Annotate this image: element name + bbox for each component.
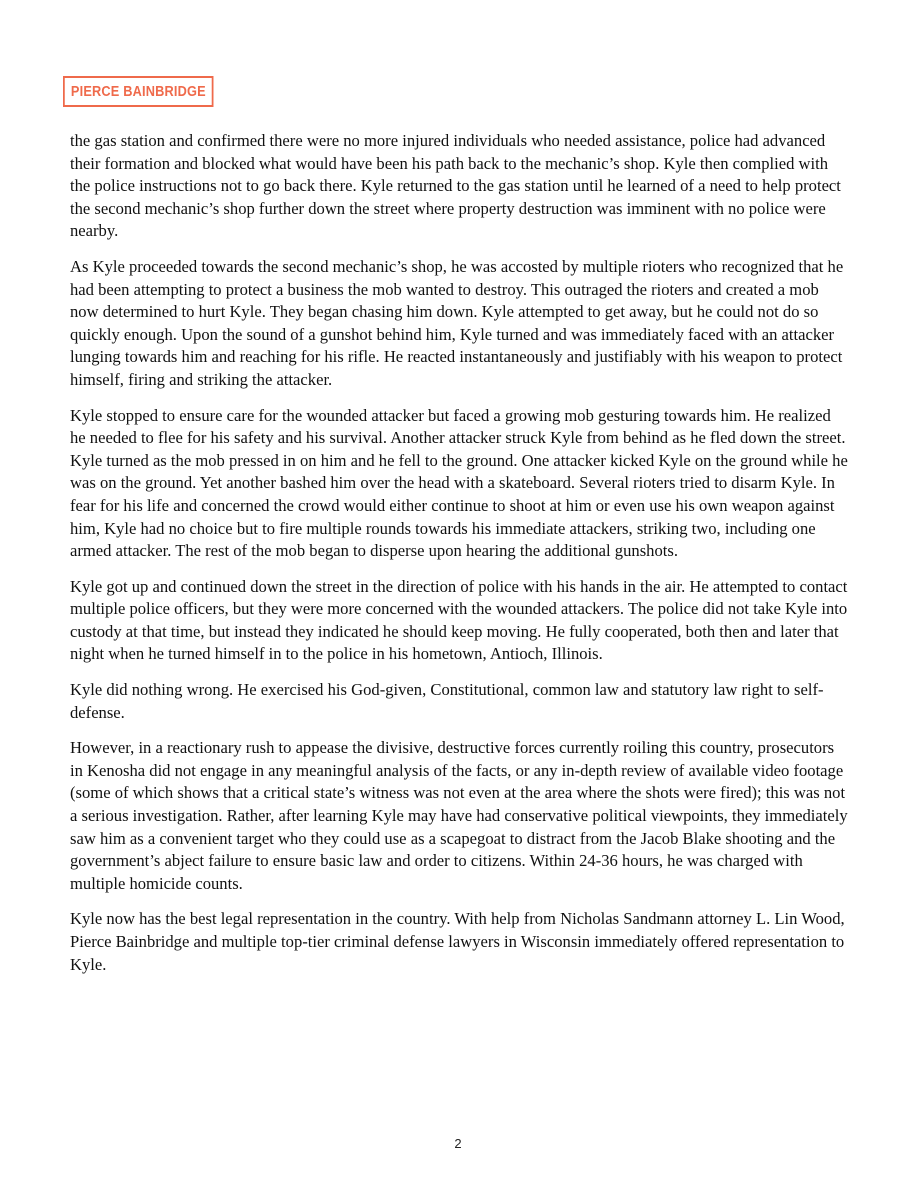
paragraph-7: Kyle now has the best legal representation in the country. With help from Nicholas Sandmann attorney L. Lin Wood, Pierce Bainbridge and multiple top-tier criminal defense lawyers in Wisconsin immediately offered representation to Kyle.: [70, 909, 845, 974]
paragraph-5: Kyle did nothing wrong. He exercised his God-given, Constitutional, common law and statutory law right to self-defense.: [70, 680, 824, 722]
paragraph-1: the gas station and confirmed there were no more injured individuals who needed assistance, police had advanced their formation and blocked what would have been his path back to the mechanic’s shop. Kyle then complied with the police instructions not to go back there. Kyle returned to the gas station until he learned of a need to help protect the second mechanic’s shop further down the street where property destruction was imminent with no police were nearby.: [70, 131, 841, 241]
paragraph-2: As Kyle proceeded towards the second mechanic’s shop, he was accosted by multiple rioters who recognized that he had been attempting to protect a business the mob wanted to destroy. This outraged the rioters and created a mob now determined to hurt Kyle. They began chasing him down. Kyle attempted to get away, but he could not do so quickly enough. Upon the sound of a gunshot behind him, Kyle turned and was immediately faced with an attacker lunging towards him and reaching for his rifle. He reacted instantaneously and justifiably with his weapon to protect himself, firing and striking the attacker.: [70, 256, 844, 389]
paragraph-3: Kyle stopped to ensure care for the wounded attacker but faced a growing mob gesturing towards him. He realized he needed to flee for his safety and his survival. Another attacker struck Kyle from behind as he fled down the street. Kyle turned as the mob pressed in on him and he fell to the ground. One attacker kicked Kyle on the ground while he was on the ground. Yet another bashed him over the head with a skateboard. Several rioters tried to disarm Kyle. In fear for his life and concerned the crowd would either continue to shoot at him or even use his own weapon against him, Kyle had no choice but to fire multiple rounds towards his immediate attackers, striking two, including one armed attacker. The rest of the mob began to disperse upon hearing the additional gunshots.: [70, 405, 848, 561]
paragraph-6: However, in a reactionary rush to appease the divisive, destructive forces currently roiling this country, prosecutors in Kenosha did not engage in any meaningful analysis of the facts, or any in-depth review of available video footage (some of which shows that a critical state’s witness was not even at the area where the shots were fired); this was not a serious investigation. Rather, after learning Kyle may have had conservative political viewpoints, they immediately saw him as a convenient target who they could use as a scapegoat to distract from the Jacob Blake shooting and the government’s abject failure to ensure basic law and order to citizens. Within 24-36 hours, he was charged with multiple homicide counts.: [70, 738, 848, 893]
firm-logo: PIERCE BAINBRIDGE: [63, 76, 214, 107]
paragraph-4: Kyle got up and continued down the street in the direction of police with his hands in the air. He attempted to contact multiple police officers, but they were more concerned with the wounded attackers. The police did not take Kyle into custody at that time, but instead they indicated he should keep moving. He fully cooperated, both then and later that night when he turned himself in to the police in his hometown, Antioch, Illinois.: [70, 576, 848, 664]
page-number: 2: [454, 1136, 462, 1151]
document-body: [70, 130, 848, 989]
